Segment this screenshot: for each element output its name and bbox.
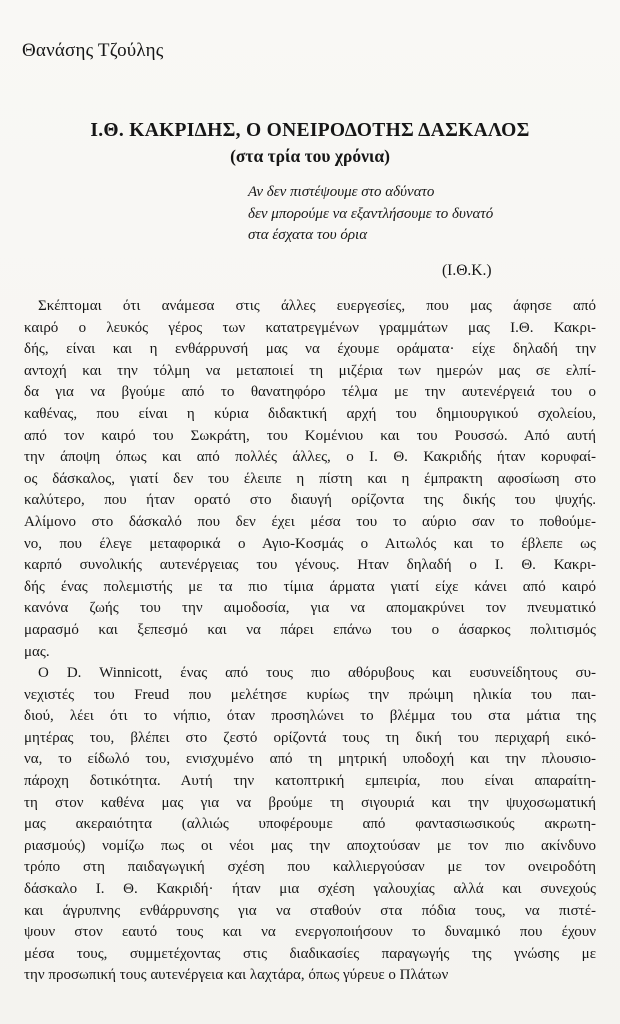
paragraph-first-line: Ο D. Winnicott, ένας από τους πιο αθόρυβους και ευσυνείδητους συ- [38,665,596,682]
epigraph-line: στα έσχατα του όρια [248,227,368,243]
paragraph-line: δής ένας πολεμιστής με τα πιο τίμια άρματα γιατί είχε κάνει από καιρό [24,578,596,595]
paragraph-line: τη στον καθένα μας για να βρούμε τη σιγουριά και την ψυχοσωματική [24,794,596,811]
paragraph-line: από τον καιρό του Σωκράτη, του Κομένιου και του Ρουσσώ. Από αυτή [24,427,596,444]
paragraph-line: καιρό ο λευκός γέρος των κατατρεγμένων γραμμάτων μας Ι.Θ. Κακρι- [24,319,596,336]
epigraph-line: Αν δεν πιστέψουμε στο αδύνατο [248,184,435,200]
paragraph-line: νο, που έλεγε μεταφορικά ο Αγιο-Κοσμάς ο Αιτωλός και το έβλεπε ως [24,535,596,552]
author-name: Θανάσης Τζούλης [22,40,164,61]
paragraph-line: μαρασμό και ξεπεσμό και να πάρει επάνω του ο άσαρκος πολιτισμός [24,621,596,638]
paragraph-line: δα για να βγούμε από το θανατηφόρο τέλμα με την αυτενέργειά του ο [24,384,596,401]
paragraph-line: καρπό συνολικής αυτενέργειας του γένους. Ηταν δηλαδή ο Ι. Θ. Κακρι- [24,557,596,574]
paragraph-line: και άγρυπνης ενθάρρυνσης για να σταθούν στα πόδια τους, να πιστέ- [24,902,596,919]
paragraph-line: αντοχή και την τόλμη να μεταποιεί τη μιζέρια των ημερών μας σε ελπί- [24,362,596,379]
paragraph-line: να, το είδωλό του, ενισχυμένο από τη μητρική υποδοχή και την πλουσιο- [24,751,596,768]
paragraph-line: νεχιστές του Freud που μελέτησε κυρίως την πρώιμη ηλικία του παι- [24,686,596,703]
paragraph-first-line: Σκέπτομαι ότι ανάμεσα στις άλλες ευεργεσίες, που μας άφησε από [38,298,596,314]
epigraph-line: δεν μπορούμε να εξαντλήσουμε το δυνατό [248,205,494,222]
paragraph-line: μας ακεραιότητα (αλλιώς υποφέρουμε από φαντασιωσικούς ακρωτη- [24,816,596,833]
paragraph-line: ριασμούς) νομίζω πως οι νέοι μας την αποχτούσαν με τον πιο ακίνδυνο [24,837,596,854]
article-subtitle: (στα τρία του χρόνια) [230,146,390,166]
paragraph-line: δάσκαλο Ι. Θ. Κακριδή· ήταν μια σχέση γαλουχίας αλλά και συνεχούς [24,881,596,898]
paragraph-line: μέσα τους, συμμετέχοντας στις διαδικασίες παραγωγής της γνώσης με [24,945,596,962]
epigraph-attribution: (Ι.Θ.Κ.) [442,262,492,279]
paragraph-line: τρόπο στη παιδαγωγική σχέση που καλλιεργούσαν με τον ονειροδότη [24,859,596,876]
paragraph-line: την προσωπική τους αυτενέργεια και λαχτάρα, όπως γύρευε ο Πλάτων [24,967,449,984]
epigraph [248,182,578,247]
article-body [24,296,596,987]
paragraph-line: δής, είναι και η ενθάρρυνσή μας να έχουμε οράματα· είχε δηλαδή την [24,341,596,358]
paragraph-line: ος δάσκαλος, γιατί δεν του έλειπε η πίστη και η έμπρακτη αφοσίωση στο [24,470,596,487]
article-title: Ι.Θ. ΚΑΚΡΙΔΗΣ, Ο ΟΝΕΙΡΟΔΟΤΗΣ ΔΑΣΚΑΛΟΣ [90,120,530,141]
paragraph-line: μητέρας του, βλέπει στο ζεστό ορίζοντά τους τη δική του περιχαρή εικό- [24,729,596,746]
paragraph-line: καθένας, που είναι η κύρια διδακτική αρχή του δημιουργικού σχολείου, [24,405,596,422]
paragraph-line: την άποψη όπως και από πολλές άλλες, ο Ι. Θ. Κακριδής ήταν κορυφαί- [24,449,596,466]
paragraph-line: πάροχη δοτικότητα. Αυτή την κατοπτρική εμπειρία, που είναι απαραίτη- [24,773,596,790]
paragraph-line: ψουν στον εαυτό τους και να ενεργοποιήσουν το δυναμικό που έχουν [24,924,596,941]
paragraph-line: κανόνα ζωής του την αιμοδοσία, για να απομακρύνει τον πνευματικό [24,600,596,617]
paragraph-line: Αλίμονο στο δάσκαλό που δεν έχει μέσα του το αύριο σαν το ποθούμε- [24,513,596,530]
paragraph-line: διού, λέει ότι το νήπιο, όταν προσηλώνει το βλέμμα του στα μάτια της [24,708,596,725]
paragraph-line: καλύτερο, που ήταν ορατό στο διαυγή ορίζοντα της δικής του ψυχής. [24,492,596,509]
paragraph-line: μας. [24,643,50,660]
